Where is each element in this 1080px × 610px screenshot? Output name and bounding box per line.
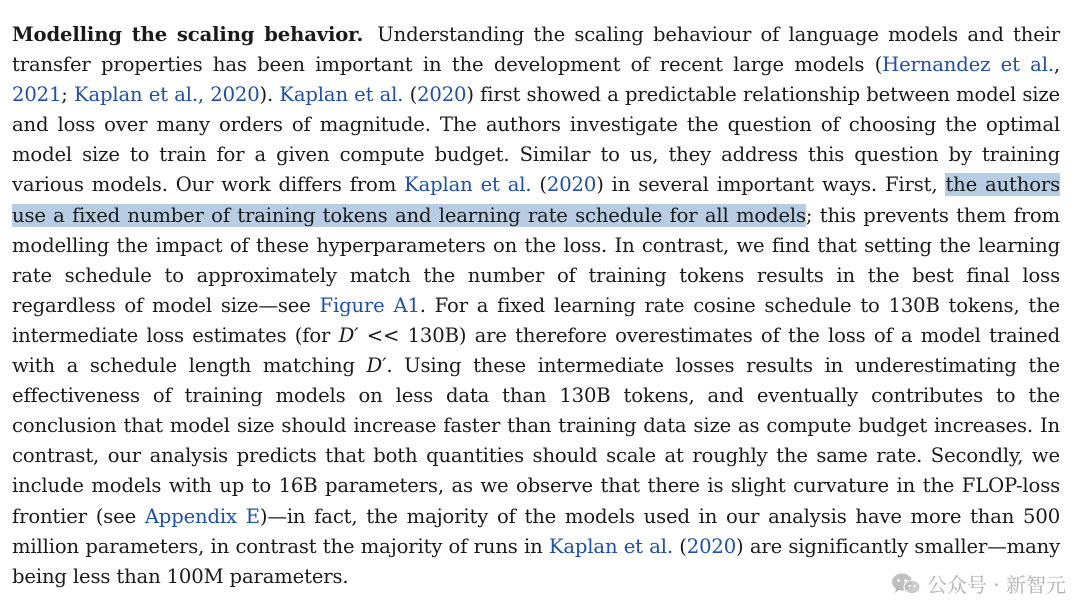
citation-kaplan-year[interactable]: 2020 <box>546 173 597 197</box>
wechat-watermark <box>891 569 1066 598</box>
wechat-icon <box>891 572 921 596</box>
body-text: ( <box>531 173 547 197</box>
citation-kaplan-name[interactable]: Kaplan et al. <box>548 534 673 558</box>
body-text: ) in several important ways. First, <box>596 173 946 197</box>
body-text: Understanding the scaling behaviour of language models and their transfer properties has been important in the development of recent large models ( <box>12 23 1060 77</box>
body-text: . Using these intermediate losses results in underestimating the effectiveness of training models on less data than 130B tokens, and eventually contributes to the conclusion that model size should increase faster than training data size as compute budget increases. In contrast, our analysis predicts that both quantities should scale at roughly the same rate. Secondly, we include models with up to 16B parameters, as we observe that there is slight curvature in the FLOP-loss frontier (see <box>12 354 1061 528</box>
math-d-prime: D′ <box>338 323 359 347</box>
body-text: . For a fixed learning rate cosine schedule to 130B tokens, the intermediate loss estimates (for <box>12 293 1060 347</box>
citation-hernandez-name[interactable]: Hernandez et al. <box>882 53 1054 77</box>
body-text: ). <box>259 83 280 107</box>
body-text: ; <box>61 83 74 107</box>
citation-kaplan-name[interactable]: Kaplan et al. <box>404 173 532 197</box>
citation-kaplan-year[interactable]: 2020 <box>417 83 467 107</box>
highlighted-text: the authors use a fixed number of training tokens and learning rate schedule for all models <box>12 173 1061 227</box>
citation-kaplan-name[interactable]: Kaplan et al. <box>279 83 404 107</box>
body-text: )—in fact, the majority of the models used in our analysis have more than 500 million parameters, in contrast the majority of runs in <box>12 504 1061 558</box>
body-text: ( <box>403 83 418 107</box>
citation-kaplan-year[interactable]: 2020 <box>686 534 737 558</box>
body-text: , <box>1053 53 1060 77</box>
body-text: << 130B) are therefore overestimates of the loss of a model trained with a schedule length matching <box>12 323 1060 378</box>
figure-a1-link[interactable]: Figure A1 <box>319 293 420 317</box>
paper-paragraph <box>12 20 1060 592</box>
body-text: ; this prevents them from modelling the impact of these hyperparameters on the loss. In contrast, we find that setting the learning rate schedule to approximately match the number of training tokens results in the best final loss regardless of model size—see <box>12 203 1060 317</box>
watermark-text: 公众号 · 新智元 <box>926 573 1066 597</box>
citation-kaplan-2020[interactable]: Kaplan et al., 2020 <box>73 83 260 107</box>
body-text: ( <box>672 534 687 558</box>
math-d-prime: D′ <box>366 354 387 378</box>
body-text: ) are significantly smaller—many being less than 100M parameters. <box>12 534 1060 588</box>
appendix-e-link[interactable]: Appendix E <box>144 504 260 528</box>
body-text: ) first showed a predictable relationship between model size and loss over many orders of magnitude. The authors investigate the question of choosing the optimal model size to train for a given compute budget. Similar to us, they address this question by training various models. Our work differs from <box>12 83 1060 197</box>
paragraph-heading: Modelling the scaling behavior. <box>12 23 364 46</box>
citation-hernandez-year[interactable]: 2021 <box>12 83 62 107</box>
